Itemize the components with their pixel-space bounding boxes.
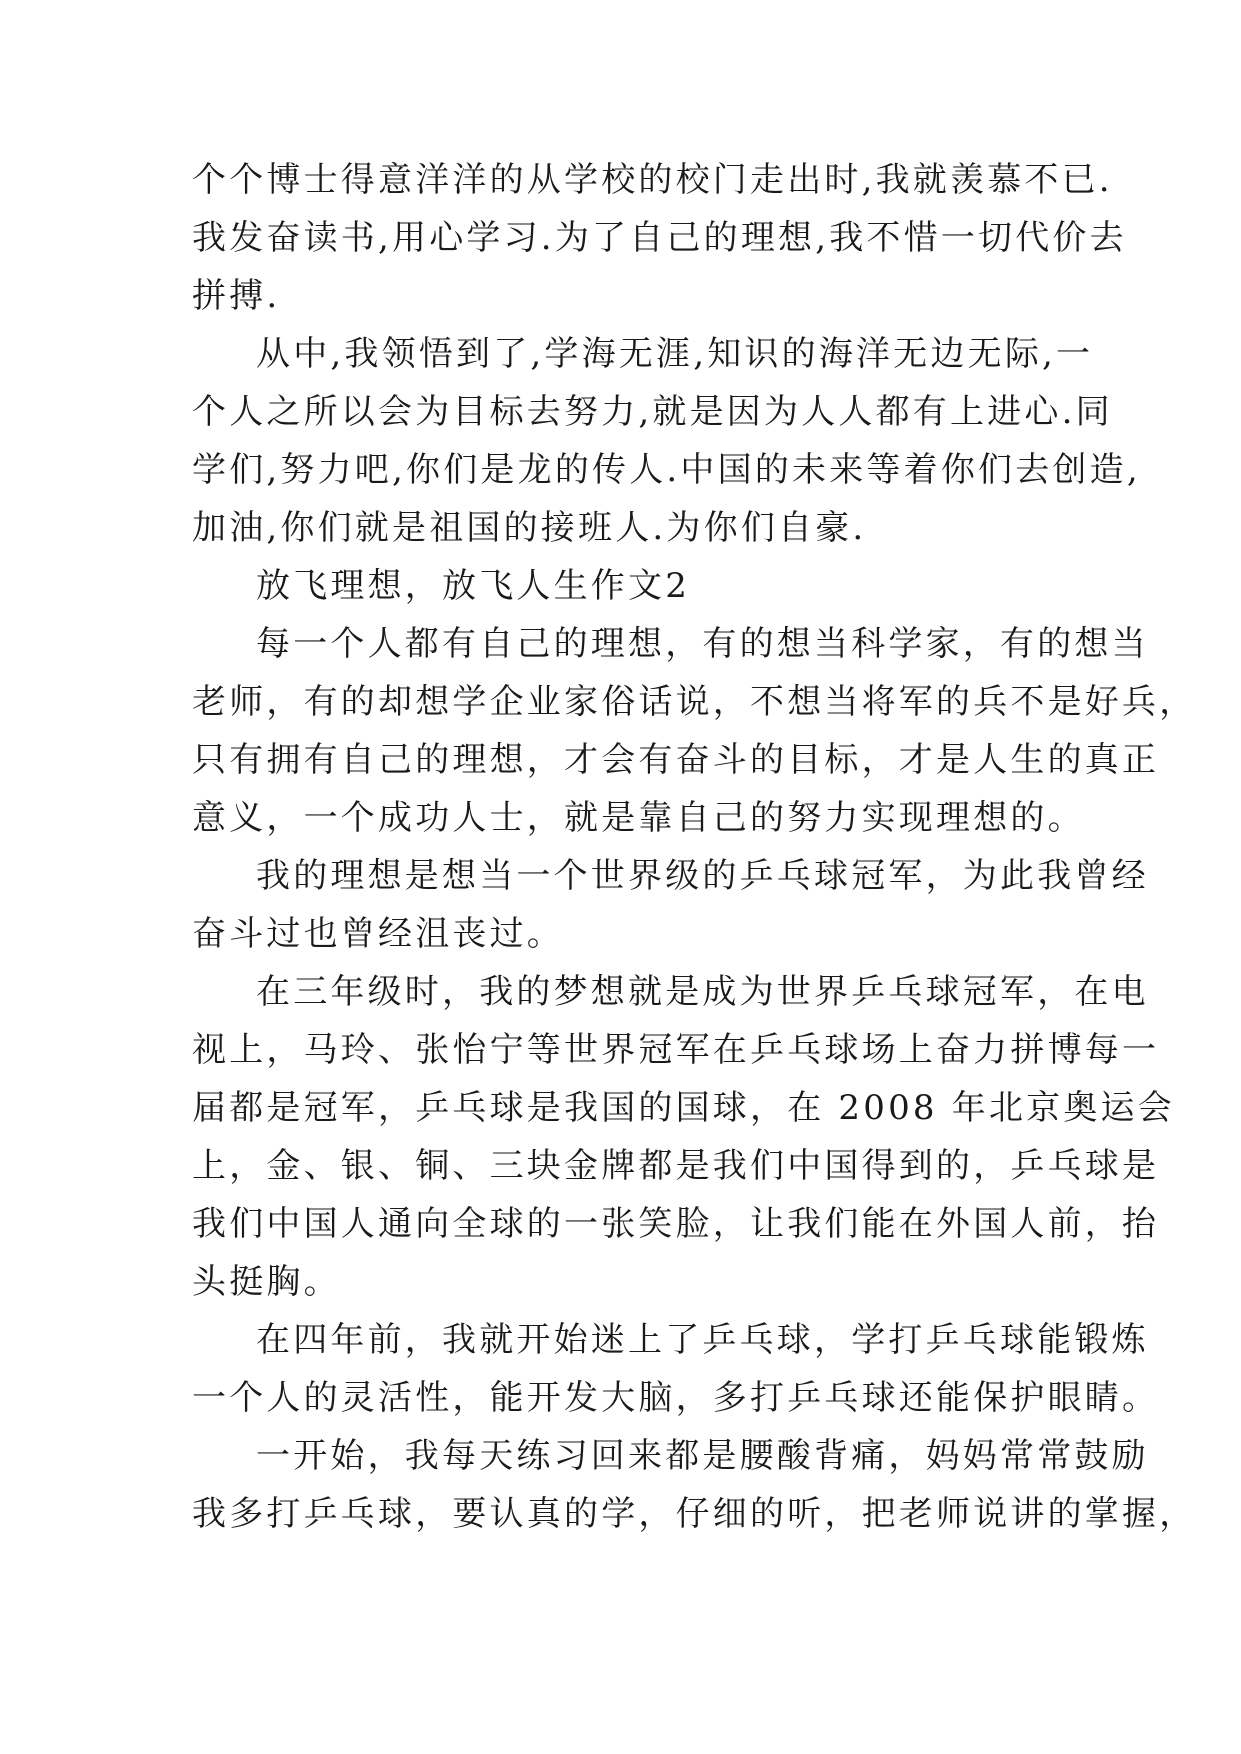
paragraph-first-line: 一开始，我每天练习回来都是腰酸背痛，妈妈常常鼓励 [256,1436,1149,1476]
paragraph-first-line: 在三年级时，我的梦想就是成为世界乒乓球冠军，在电 [256,972,1149,1012]
text-line: 加油,你们就是祖国的接班人.为你们自豪. [192,508,867,548]
text-line: 我们中国人通向全球的一张笑脸，让我们能在外国人前，抬 [192,1204,1160,1244]
text-line: 上，金、银、铜、三块金牌都是我们中国得到的，乒乓球是 [192,1146,1160,1186]
text-line: 届都是冠军，乒乓球是我国的国球，在 2008 年北京奥运会 [192,1088,1175,1128]
text-line: 我多打乒乓球，要认真的学，仔细的听，把老师说讲的掌握， [192,1494,1197,1534]
text-line: 学们,努力吧,你们是龙的传人.中国的未来等着你们去创造, [192,450,1141,490]
text-line: 老师，有的却想学企业家俗话说，不想当将军的兵不是好兵， [192,682,1197,722]
paragraph-first-line: 我的理想是想当一个世界级的乒乓球冠军，为此我曾经 [256,856,1149,896]
section-heading: 放飞理想，放飞人生作文2 [256,566,691,606]
text-line: 一个人的灵活性，能开发大脑，多打乒乓球还能保护眼睛。 [192,1378,1160,1418]
paragraph-first-line: 在四年前，我就开始迷上了乒乓球，学打乒乓球能锻炼 [256,1320,1149,1360]
text-line: 拼搏. [192,276,281,316]
text-line: 奋斗过也曾经沮丧过。 [192,914,564,954]
paragraph-first-line: 从中,我领悟到了,学海无涯,知识的海洋无边无际,一 [256,334,1094,374]
text-line: 视上，马玲、张怡宁等世界冠军在乒乓球场上奋力拼博每一 [192,1030,1160,1070]
text-line: 只有拥有自己的理想，才会有奋斗的目标，才是人生的真正 [192,740,1160,780]
text-line: 头挺胸。 [192,1262,341,1302]
text-line: 意义，一个成功人士，就是靠自己的努力实现理想的。 [192,798,1085,838]
paragraph-first-line: 每一个人都有自己的理想，有的想当科学家，有的想当 [256,624,1149,664]
text-line: 个个博士得意洋洋的从学校的校门走出时,我就羡慕不已. [192,160,1113,200]
text-line: 我发奋读书,用心学习.为了自己的理想,我不惜一切代价去 [192,218,1127,258]
text-line: 个人之所以会为目标去努力,就是因为人人都有上进心.同 [192,392,1113,432]
